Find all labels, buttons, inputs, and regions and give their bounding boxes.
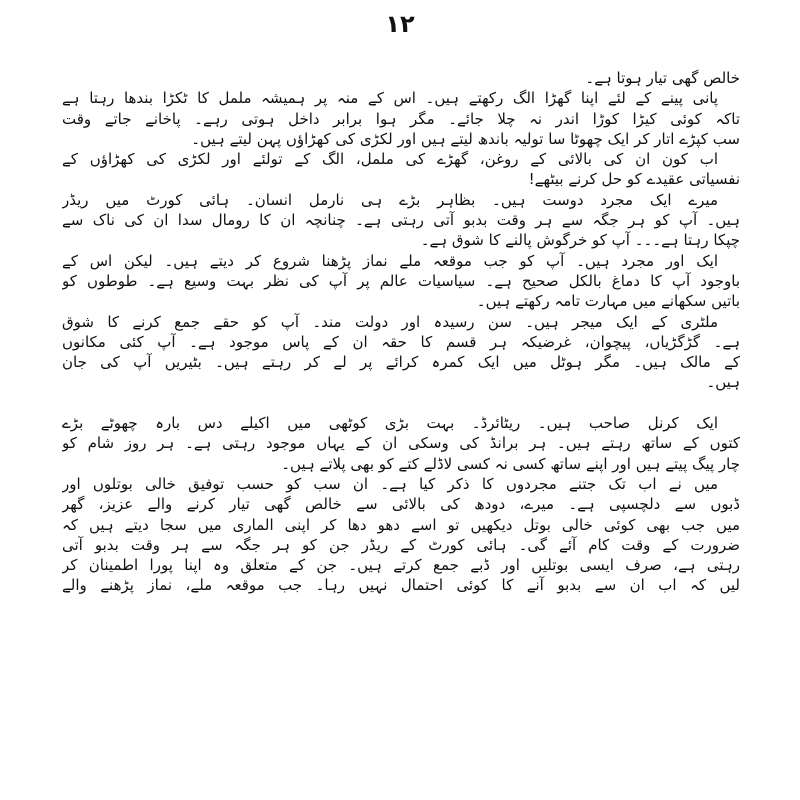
text-line: میں جب بھی کوئی خالی بوتل دیکھیں تو اسے دھو دھا کر اپنی الماری میں سجا دیتے ہیں کہ bbox=[62, 515, 740, 534]
text-line: ہے۔ گڑگڑیاں، پیچوان، غرضیکہ ہر قسم کا حقہ ان کے پاس موجود ہے۔ آپ کئی مکانوں bbox=[62, 332, 740, 351]
text-line: ایک اور مجرد ہیں۔ آپ کو جب موقعہ ملے نماز پڑھنا شروع کر دیتے ہیں۔ لیکن اس کے bbox=[62, 251, 718, 270]
text-line: چپکا رہتا ہے۔۔۔ آپ کو خرگوش پالنے کا شوق ہے۔ bbox=[420, 231, 740, 250]
text-line: ملٹری کے ایک میجر ہیں۔ سن رسیدہ اور دولت مند۔ آپ کو حقے جمع کرنے کا شوق bbox=[62, 312, 718, 331]
text-line: رہتی ہے، صرف ایسی بوتلیں اور ڈبے جمع کرتے ہیں۔ جن کے متعلق وہ اپنا پورا اطمینان کر bbox=[62, 556, 740, 575]
text-line: میں نے اب تک جتنے مجردوں کا ذکر کیا ہے۔ ان سب کو حسب توفیق خالی بوتلوں اور bbox=[62, 474, 718, 493]
text-line: کتوں کے ساتھ رہتے ہیں۔ ہر برانڈ کی وسکی ان کے یہاں موجود رہتی ہے۔ ہر روز شام کو bbox=[62, 434, 740, 453]
text-line: پانی پینے کے لئے اپنا گھڑا الگ رکھتے ہیں۔ اس کے منہ پر ہمیشہ ململ کا ٹکڑا بندھا رہتا ہے bbox=[62, 89, 718, 108]
text-line: ہیں۔ آپ کو ہر جگہ سے ہر وقت بدبو آتی رہتی ہے۔ چنانچہ ان کا رومال سدا ان کی ناک سے bbox=[62, 211, 740, 230]
text-line: ایک کرنل صاحب ہیں۔ ریٹائرڈ۔ بہت بڑی کوٹھی میں اکیلے دس بارہ چھوٹے بڑے bbox=[62, 414, 718, 433]
paragraph-gap bbox=[62, 393, 740, 413]
text-line: اب کون ان کی بالائی کے روغن، گھڑے کی ململ، الگ کے تولئے اور لکڑی کی کھڑاؤں کے bbox=[62, 150, 718, 169]
text-line: باوجود آپ کا دماغ بالکل صحیح ہے۔ سیاسیات عالم پر آپ کی نظر بہت وسیع ہے۔ طوطوں کو bbox=[62, 271, 740, 290]
text-line: چار پیگ پیتے ہیں اور اپنے ساتھ کسی نہ کسی لاڈلے کتے کو بھی پلاتے ہیں۔ bbox=[281, 454, 740, 473]
text-line: سب کپڑے اتار کر ایک چھوٹا سا تولیہ باندھ لیتے ہیں اور لکڑی کی کھڑاؤں پہن لیتے ہیں۔ bbox=[191, 129, 740, 148]
text-line: خالص گھی تیار ہوتا ہے۔ bbox=[585, 69, 740, 87]
text-line: میرے ایک مجرد دوست ہیں۔ بظاہر بڑے ہی نارمل انسان۔ ہائی کورٹ میں ریڈر bbox=[62, 190, 718, 209]
text-line: ہیں۔ bbox=[706, 373, 740, 392]
text-line: باتیں سکھانے میں مہارت تامہ رکھتے ہیں۔ bbox=[476, 292, 740, 311]
text-line: ڈبوں سے دلچسپی ہے۔ میرے، دودھ کی بالائی سے خالص گھی تیار کرنے والے عزیز، گھر bbox=[62, 495, 740, 514]
text-line: نفسیاتی عقیدے کو حل کرنے بیٹھے! bbox=[528, 170, 740, 189]
text-line: ضرورت کے وقت کام آئے گی۔ ہائی کورٹ کے ریڈر جن کو ہر جگہ سے ہر وقت بدبو آتی bbox=[62, 535, 740, 554]
text-line: کے مالک ہیں۔ مگر ہوٹل میں ایک کمرہ کرائے پر لے کر رہتے ہیں۔ بٹیریں آپ کی جان bbox=[62, 353, 740, 372]
text-line: لیں کہ اب ان سے بدبو آنے کا کوئی احتمال نہیں رہا۔ جب موقعہ ملے، نماز پڑھنے والے bbox=[62, 576, 740, 595]
text-line: تاکہ کوئی کیڑا کوڑا اندر نہ چلا جائے۔ مگر ہوا برابر داخل ہوتی رہے۔ پاخانے جاتے وقت bbox=[62, 109, 740, 128]
page-number: ۱۲ bbox=[385, 10, 415, 38]
body-text bbox=[62, 68, 740, 596]
